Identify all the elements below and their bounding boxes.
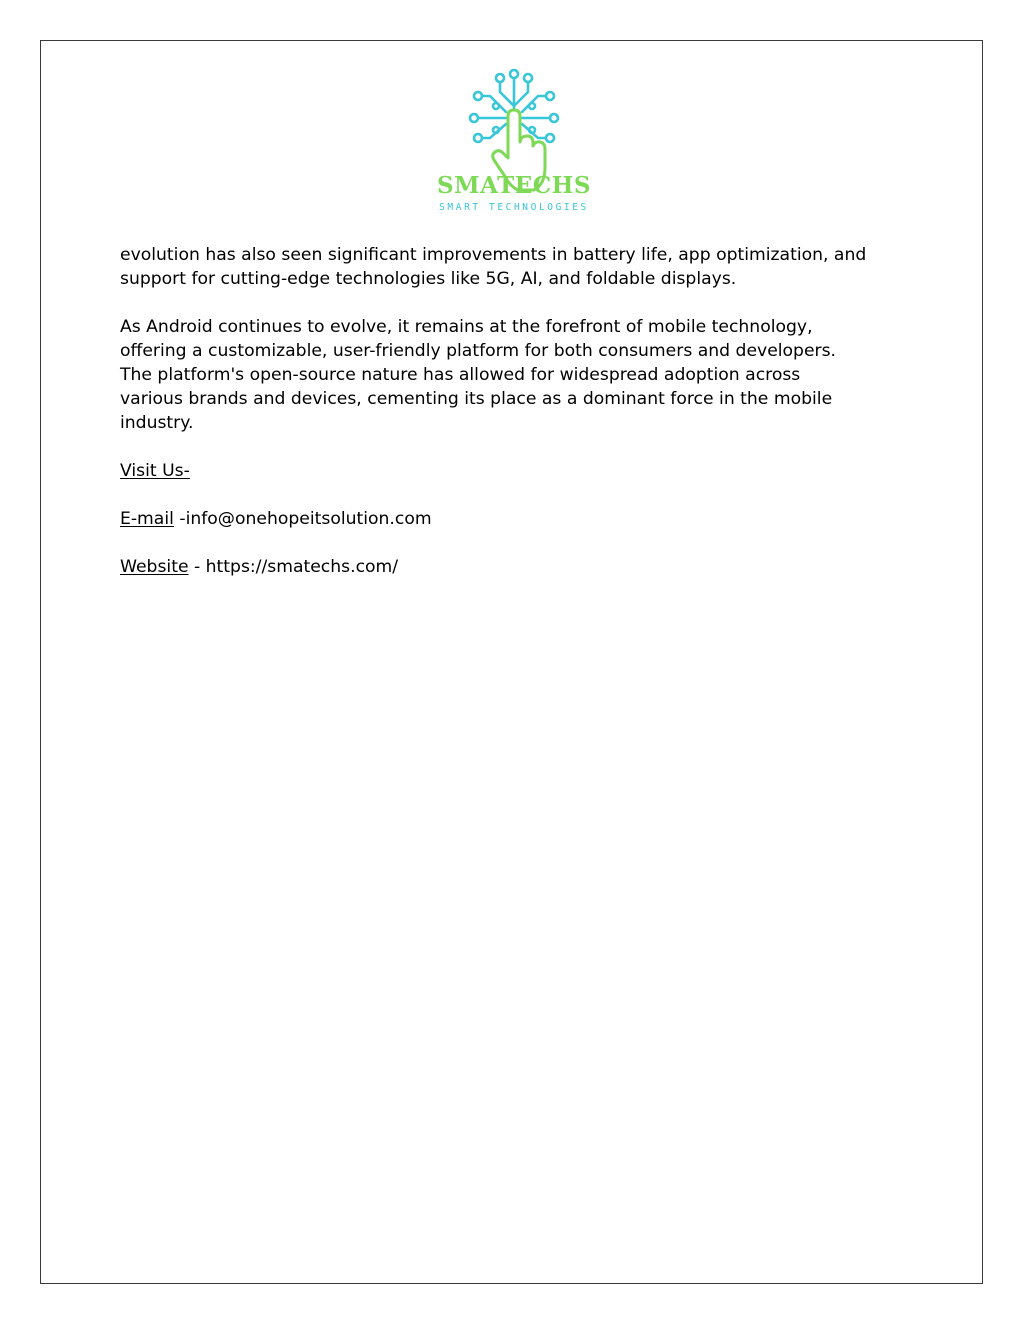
text-line: As Android continues to evolve, it remains at the forefront of mobile technology, — [120, 317, 813, 337]
paragraph-battery-improvements — [120, 243, 910, 291]
text-line: various brands and devices, cementing its place as a dominant force in the mobile — [120, 389, 833, 409]
email-label: E-mail — [120, 509, 174, 529]
website-line — [120, 555, 910, 579]
website-label: Website — [120, 557, 189, 577]
paragraph-android-evolves — [120, 315, 910, 435]
smatechs-logo — [430, 66, 598, 216]
logo-tagline-text: SMART TECHNOLOGIES — [439, 202, 589, 213]
text-line: support for cutting-edge technologies like 5G, AI, and foldable displays. — [120, 269, 737, 289]
email-separator: - — [173, 509, 186, 529]
text-line: evolution has also seen significant improvements in battery life, app optimization, and — [120, 245, 867, 265]
logo-brand-text: SMATECHS — [437, 172, 591, 199]
email-address[interactable]: info@onehopeitsolution.com — [185, 509, 432, 529]
document-body — [120, 243, 910, 603]
text-line: offering a customizable, user-friendly platform for both consumers and developers. — [120, 341, 837, 361]
text-line: industry. — [120, 413, 194, 433]
visit-us-label: Visit Us- — [120, 461, 190, 481]
website-separator: - — [188, 557, 206, 577]
website-link[interactable]: https://smatechs.com/ — [205, 557, 399, 577]
page-frame — [40, 40, 983, 1284]
visit-us-heading — [120, 459, 910, 483]
text-line: The platform's open-source nature has allowed for widespread adoption across — [120, 365, 801, 385]
email-line — [120, 507, 910, 531]
